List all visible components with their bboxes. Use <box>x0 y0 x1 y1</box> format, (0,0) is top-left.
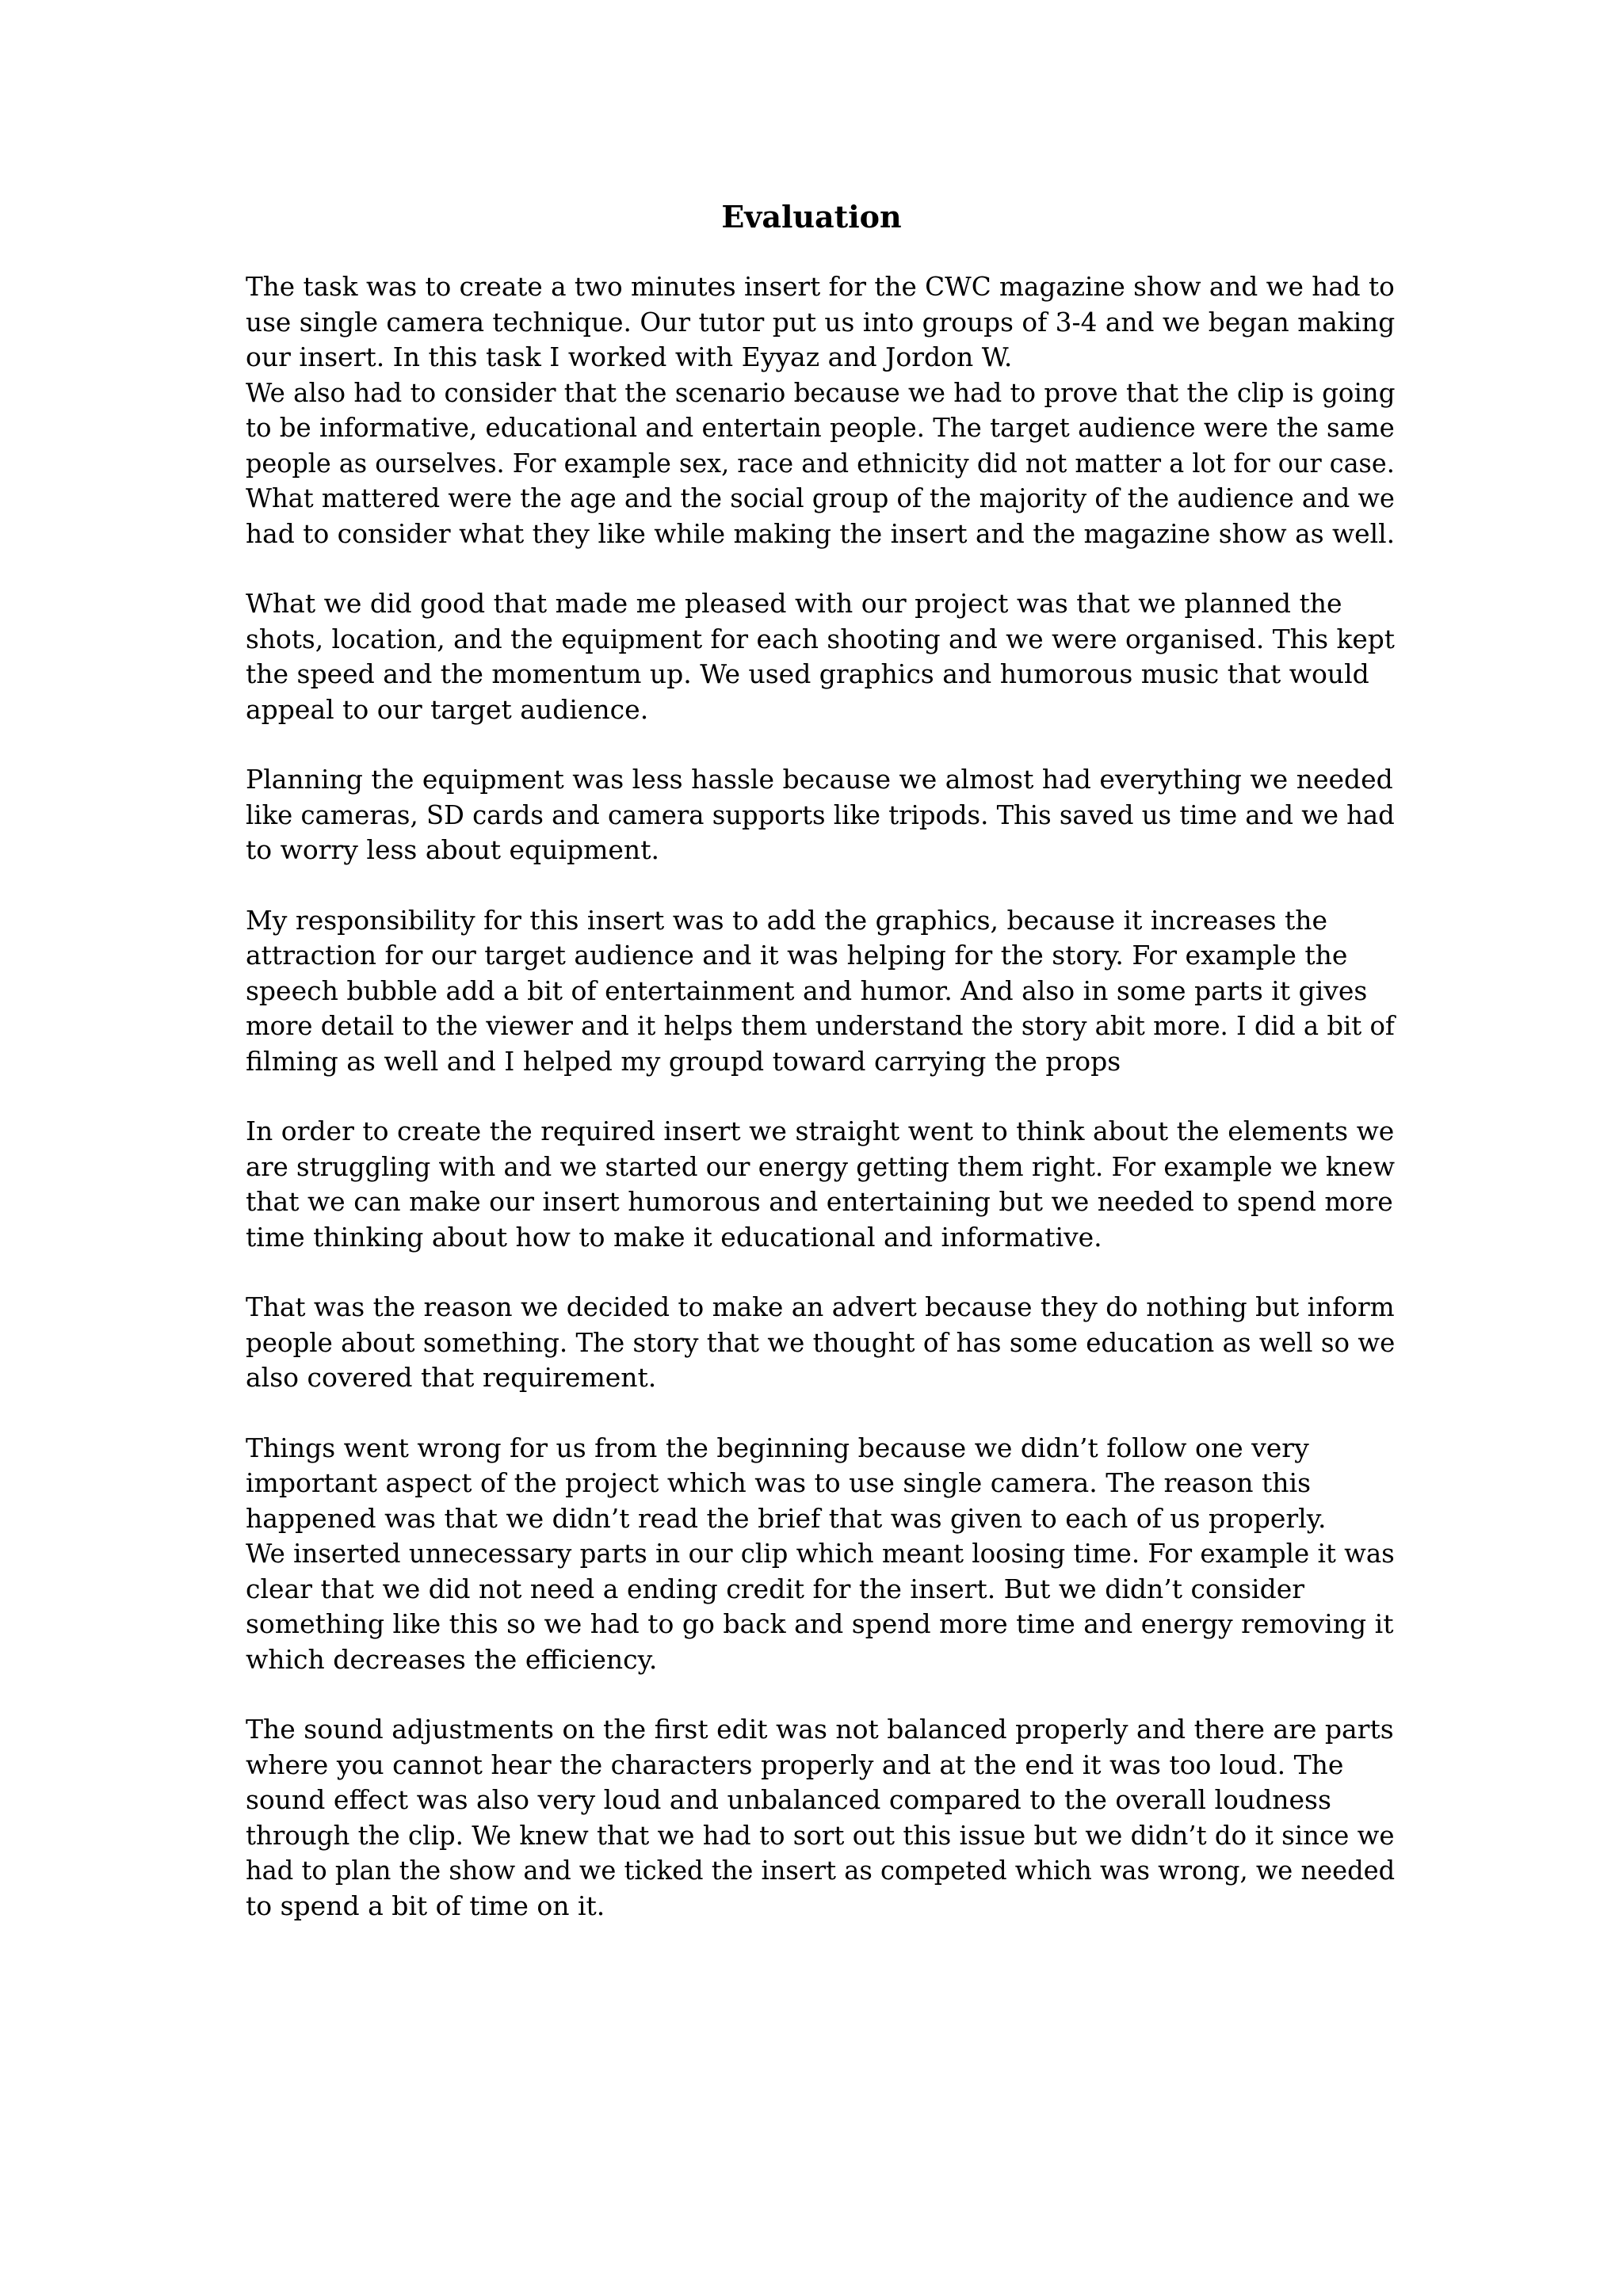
text-line: people about something. The story that we thought of has some education as well so we <box>246 1326 1396 1358</box>
text-line: The task was to create a two minutes insert for the CWC magazine show and we had to <box>246 271 1395 302</box>
text-line: What mattered were the age and the social group of the majority of the audience and we <box>246 482 1395 513</box>
text-line: shots, location, and the equipment for each shooting and we were organised. This kept <box>246 623 1395 654</box>
paragraph <box>246 1114 1395 1255</box>
text-line: attraction for our target audience and it was helping for the story. For example the <box>246 940 1348 971</box>
text-line: That was the reason we decided to make an advert because they do nothing but inform <box>246 1291 1395 1322</box>
text-line: to be informative, educational and entertain people. The target audience were the same <box>246 412 1395 443</box>
paragraph <box>246 1712 1395 1924</box>
paragraph <box>246 269 1395 551</box>
text-line: sound effect was also very loud and unbalanced compared to the overall loudness <box>246 1784 1331 1815</box>
text-line: filming as well and I helped my groupd toward carrying the props <box>246 1045 1121 1077</box>
text-line: appeal to our target audience. <box>246 693 649 725</box>
text-line: had to plan the show and we ticked the insert as competed which was wrong, we needed <box>246 1855 1396 1886</box>
text-line: people as ourselves. For example sex, race and ethnicity did not matter a lot for our case. <box>246 447 1395 479</box>
text-line: What we did good that made me pleased with our project was that we planned the <box>246 588 1342 619</box>
text-line: which decreases the efficiency. <box>246 1643 658 1675</box>
text-line: clear that we did not need a ending credit for the insert. But we didn’t consider <box>246 1573 1305 1604</box>
text-line: important aspect of the project which was to use single camera. The reason this <box>246 1467 1312 1498</box>
paragraph <box>246 762 1395 868</box>
text-line: time thinking about how to make it educational and informative. <box>246 1221 1102 1253</box>
text-line: also covered that requirement. <box>246 1362 657 1393</box>
text-line: the speed and the momentum up. We used graphics and humorous music that would <box>246 658 1369 689</box>
text-line: In order to create the required insert we straight went to think about the elements we <box>246 1116 1395 1146</box>
text-line: The sound adjustments on the first edit was not balanced properly and there are parts <box>246 1714 1394 1745</box>
text-line: like cameras, SD cards and camera supports like tripods. This saved us time and we had <box>246 799 1395 830</box>
text-line: Planning the equipment was less hassle because we almost had everything we needed <box>246 764 1393 795</box>
paragraph <box>246 586 1395 727</box>
text-line: Things went wrong for us from the beginning because we didn’t follow one very <box>246 1432 1309 1463</box>
text-line: speech bubble add a bit of entertainment and humor. And also in some parts it gives <box>246 974 1368 1006</box>
text-line: where you cannot hear the characters properly and at the end it was too loud. The <box>246 1749 1344 1780</box>
text-line: had to consider what they like while making the insert and the magazine show as well. <box>246 517 1396 549</box>
document-title: Evaluation <box>721 199 902 235</box>
text-line: more detail to the viewer and it helps them understand the story abit more. I did a bit of <box>246 1010 1395 1041</box>
paragraph <box>246 903 1395 1080</box>
text-line: are struggling with and we started our energy getting them right. For example we knew <box>246 1150 1396 1182</box>
text-line: that we can make our insert humorous and entertaining but we needed to spend more <box>246 1186 1393 1217</box>
text-line: something like this so we had to go back and spend more time and energy removing it <box>246 1608 1394 1639</box>
text-line: to spend a bit of time on it. <box>246 1890 605 1921</box>
paragraph <box>246 1290 1395 1396</box>
document-body <box>246 269 1395 1958</box>
text-line: We inserted unnecessary parts in our clip which meant loosing time. For example it was <box>246 1538 1395 1569</box>
text-line: through the clip. We knew that we had to sort out this issue but we didn’t do it since we <box>246 1819 1395 1851</box>
text-line: to worry less about equipment. <box>246 834 659 865</box>
text-line: our insert. In this task I worked with Eyyaz and Jordon W. <box>246 341 1013 372</box>
text-line: use single camera technique. Our tutor put us into groups of 3-4 and we began making <box>246 306 1396 338</box>
text-line: My responsibility for this insert was to add the graphics, because it increases the <box>246 904 1328 936</box>
text-line: happened was that we didn’t read the brief that was given to each of us properly. <box>246 1502 1327 1534</box>
paragraph <box>246 1431 1395 1678</box>
text-line: We also had to consider that the scenario because we had to prove that the clip is going <box>246 376 1396 408</box>
